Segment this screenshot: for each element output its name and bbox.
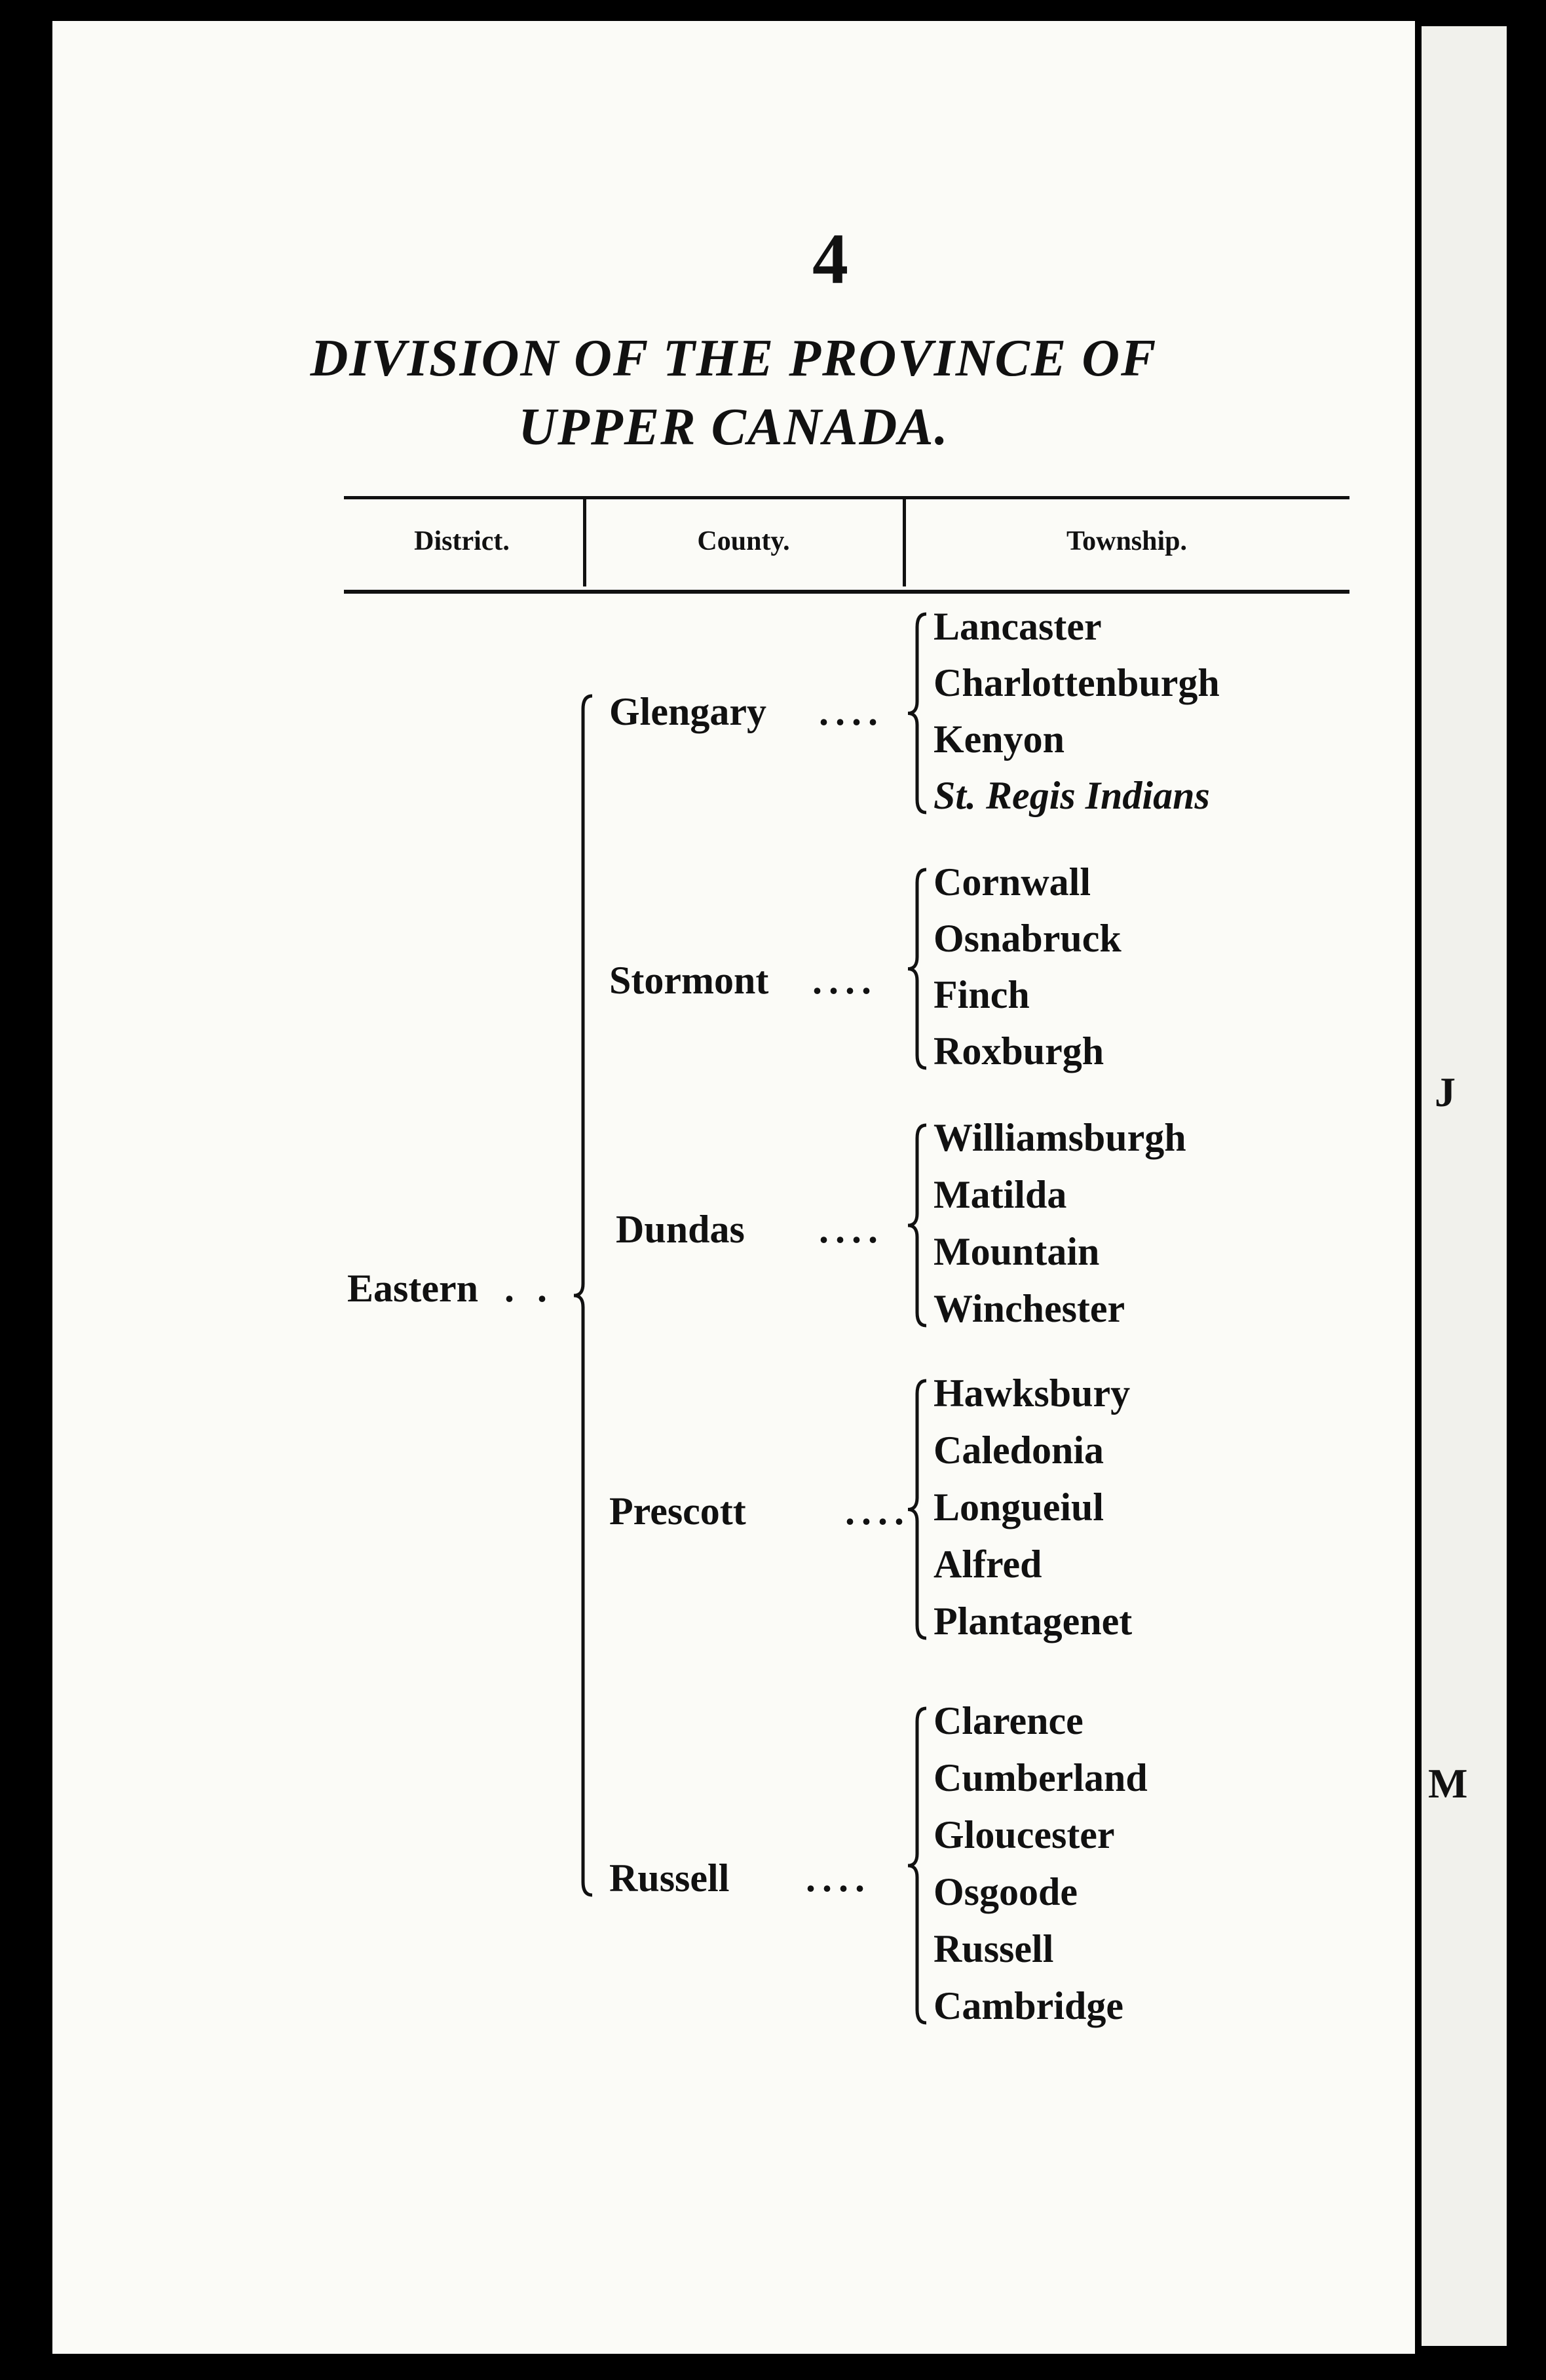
township-name: Lancaster — [933, 605, 1102, 648]
county-leader-dots: .... — [812, 959, 878, 1002]
township-brace — [908, 1381, 926, 1638]
page-title-line-2: UPPER CANADA. — [518, 398, 949, 456]
township-name: Alfred — [933, 1543, 1042, 1586]
township-name: Charlottenburgh — [933, 661, 1220, 704]
township-name: Winchester — [933, 1287, 1125, 1330]
township-brace — [908, 870, 926, 1068]
county-leader-dots: .... — [845, 1489, 911, 1533]
township-name: Roxburgh — [933, 1029, 1104, 1073]
township-name: Clarence — [933, 1699, 1084, 1742]
county-column-header: County. — [697, 526, 790, 556]
township-name: Gloucester — [933, 1813, 1115, 1856]
township-name: Caledonia — [933, 1429, 1104, 1472]
township-name: Mountain — [933, 1230, 1100, 1273]
bracket-layer — [52, 21, 1415, 2354]
township-name: Cornwall — [933, 860, 1091, 904]
county-name: Russell — [609, 1856, 730, 1900]
adjacent-page-edge — [1422, 26, 1507, 2346]
township-name: Finch — [933, 973, 1030, 1016]
township-name: Longueiul — [933, 1486, 1104, 1529]
township-name: Williamsburgh — [933, 1116, 1186, 1159]
adjacent-page-letter-1: J — [1435, 1069, 1456, 1115]
township-name: Osnabruck — [933, 917, 1122, 960]
township-name: Kenyon — [933, 718, 1065, 761]
county-leader-dots: .... — [819, 690, 884, 733]
county-name: Glengary — [609, 690, 766, 733]
township-brace — [908, 614, 926, 813]
township-name: Plantagenet — [933, 1600, 1133, 1643]
township-name: Matilda — [933, 1173, 1067, 1216]
district-leader-dots: . . — [504, 1267, 554, 1310]
page-title-line-1: DIVISION OF THE PROVINCE OF — [310, 330, 1158, 387]
county-leader-dots: .... — [819, 1208, 884, 1251]
township-name: Hawksbury — [933, 1372, 1131, 1415]
district-column-header: District. — [414, 526, 510, 556]
county-name: Prescott — [609, 1489, 746, 1533]
township-name: Osgoode — [933, 1870, 1078, 1913]
township-name: Russell — [933, 1927, 1054, 1970]
township-brace — [908, 1708, 926, 2023]
district-brace — [574, 696, 592, 1895]
county-name: Stormont — [609, 959, 769, 1002]
county-name: Dundas — [616, 1208, 745, 1251]
township-brace — [908, 1125, 926, 1326]
county-leader-dots: .... — [806, 1856, 871, 1900]
district-name: Eastern — [347, 1267, 478, 1310]
township-name: St. Regis Indians — [933, 774, 1210, 817]
book-page — [52, 21, 1415, 2354]
township-column-header: Township. — [1066, 526, 1188, 556]
township-name: Cambridge — [933, 1984, 1123, 2027]
township-name: Cumberland — [933, 1756, 1148, 1799]
adjacent-page-letter-2: M — [1428, 1760, 1468, 1807]
page-number: 4 — [812, 219, 848, 299]
